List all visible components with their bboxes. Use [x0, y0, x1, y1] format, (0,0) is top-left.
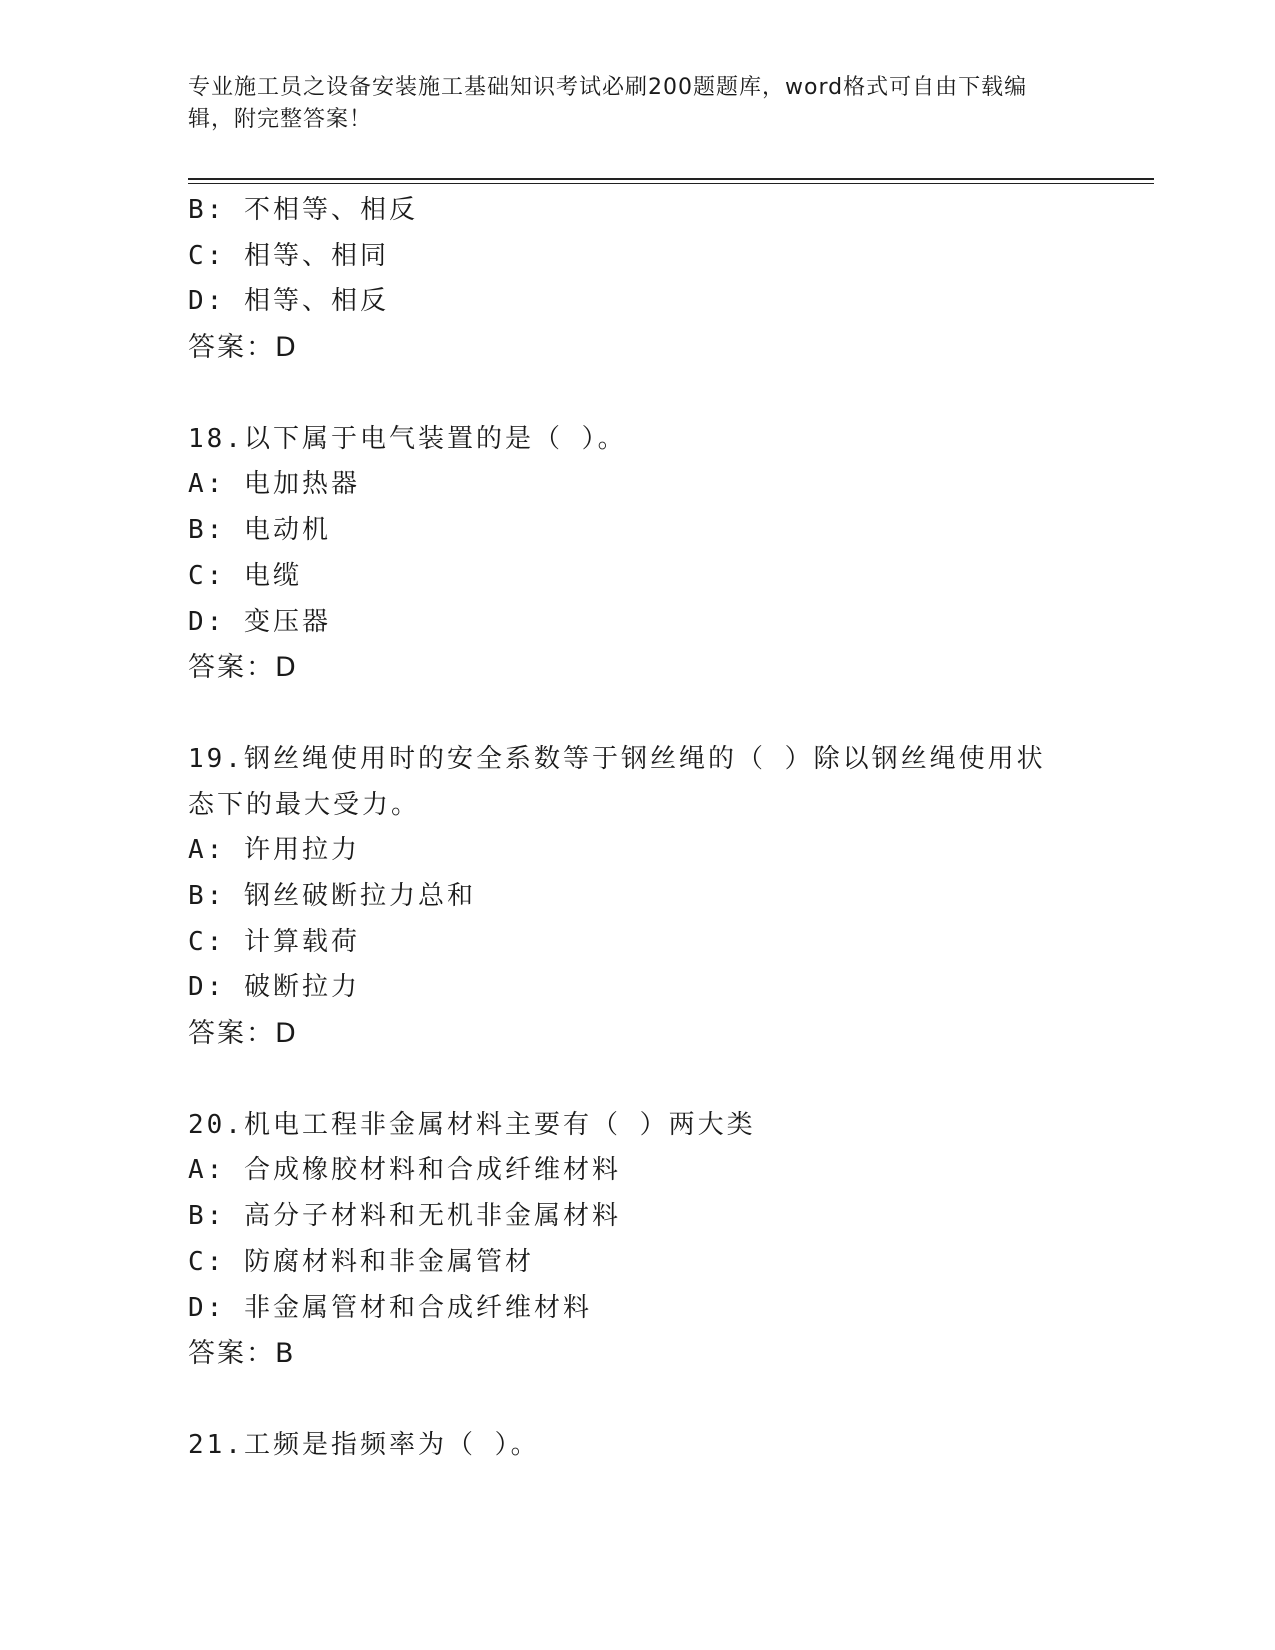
question-text: 19.钢丝绳使用时的安全系数等于钢丝绳的（ ）除以钢丝绳使用状态下的最大受力。: [188, 743, 1046, 820]
option-c: C: 防腐材料和非金属管材: [188, 1246, 534, 1277]
option-d: D: 破断拉力: [188, 972, 360, 1003]
question-text: 21.工频是指频率为（ ）。: [188, 1429, 540, 1460]
answer-line: 答案：B: [188, 1338, 296, 1370]
document-title: 专业施工员之设备安装施工基础知识考试必刷200题题库，word格式可自由下载编辑，附完整答案！: [188, 75, 1028, 132]
question-19: [188, 737, 1088, 1057]
option-b: B: 高分子材料和无机非金属材料: [188, 1201, 621, 1232]
question-21: [188, 1423, 1088, 1469]
option-c: C: 电缆: [188, 560, 302, 591]
option-a: A: 电加热器: [188, 469, 360, 500]
document-header: [188, 72, 1068, 136]
question-17-continuation: [188, 188, 1088, 371]
answer-line: 答案：D: [188, 1018, 298, 1050]
header-rule-thick: [188, 178, 1154, 180]
option-c: C: 相等、相同: [188, 240, 389, 271]
document-body: [188, 188, 1088, 1469]
header-rule-thin: [188, 183, 1154, 184]
option-a: A: 合成橡胶材料和合成纤维材料: [188, 1155, 621, 1186]
option-b: B: 钢丝破断拉力总和: [188, 880, 476, 911]
answer-line: 答案：D: [188, 332, 298, 364]
option-d: D: 相等、相反: [188, 286, 389, 317]
question-20: [188, 1103, 1088, 1377]
option-d: D: 变压器: [188, 606, 331, 637]
option-b: B: 电动机: [188, 515, 331, 546]
option-a: A: 许用拉力: [188, 835, 360, 866]
answer-line: 答案：D: [188, 652, 298, 684]
option-b: B: 不相等、相反: [188, 195, 418, 225]
option-d: D: 非金属管材和合成纤维材料: [188, 1292, 592, 1323]
question-text: 18.以下属于电气装置的是（ ）。: [188, 423, 627, 454]
question-18: [188, 417, 1088, 691]
question-text: 20.机电工程非金属材料主要有（ ）两大类: [188, 1109, 756, 1140]
option-c: C: 计算载荷: [188, 926, 360, 957]
